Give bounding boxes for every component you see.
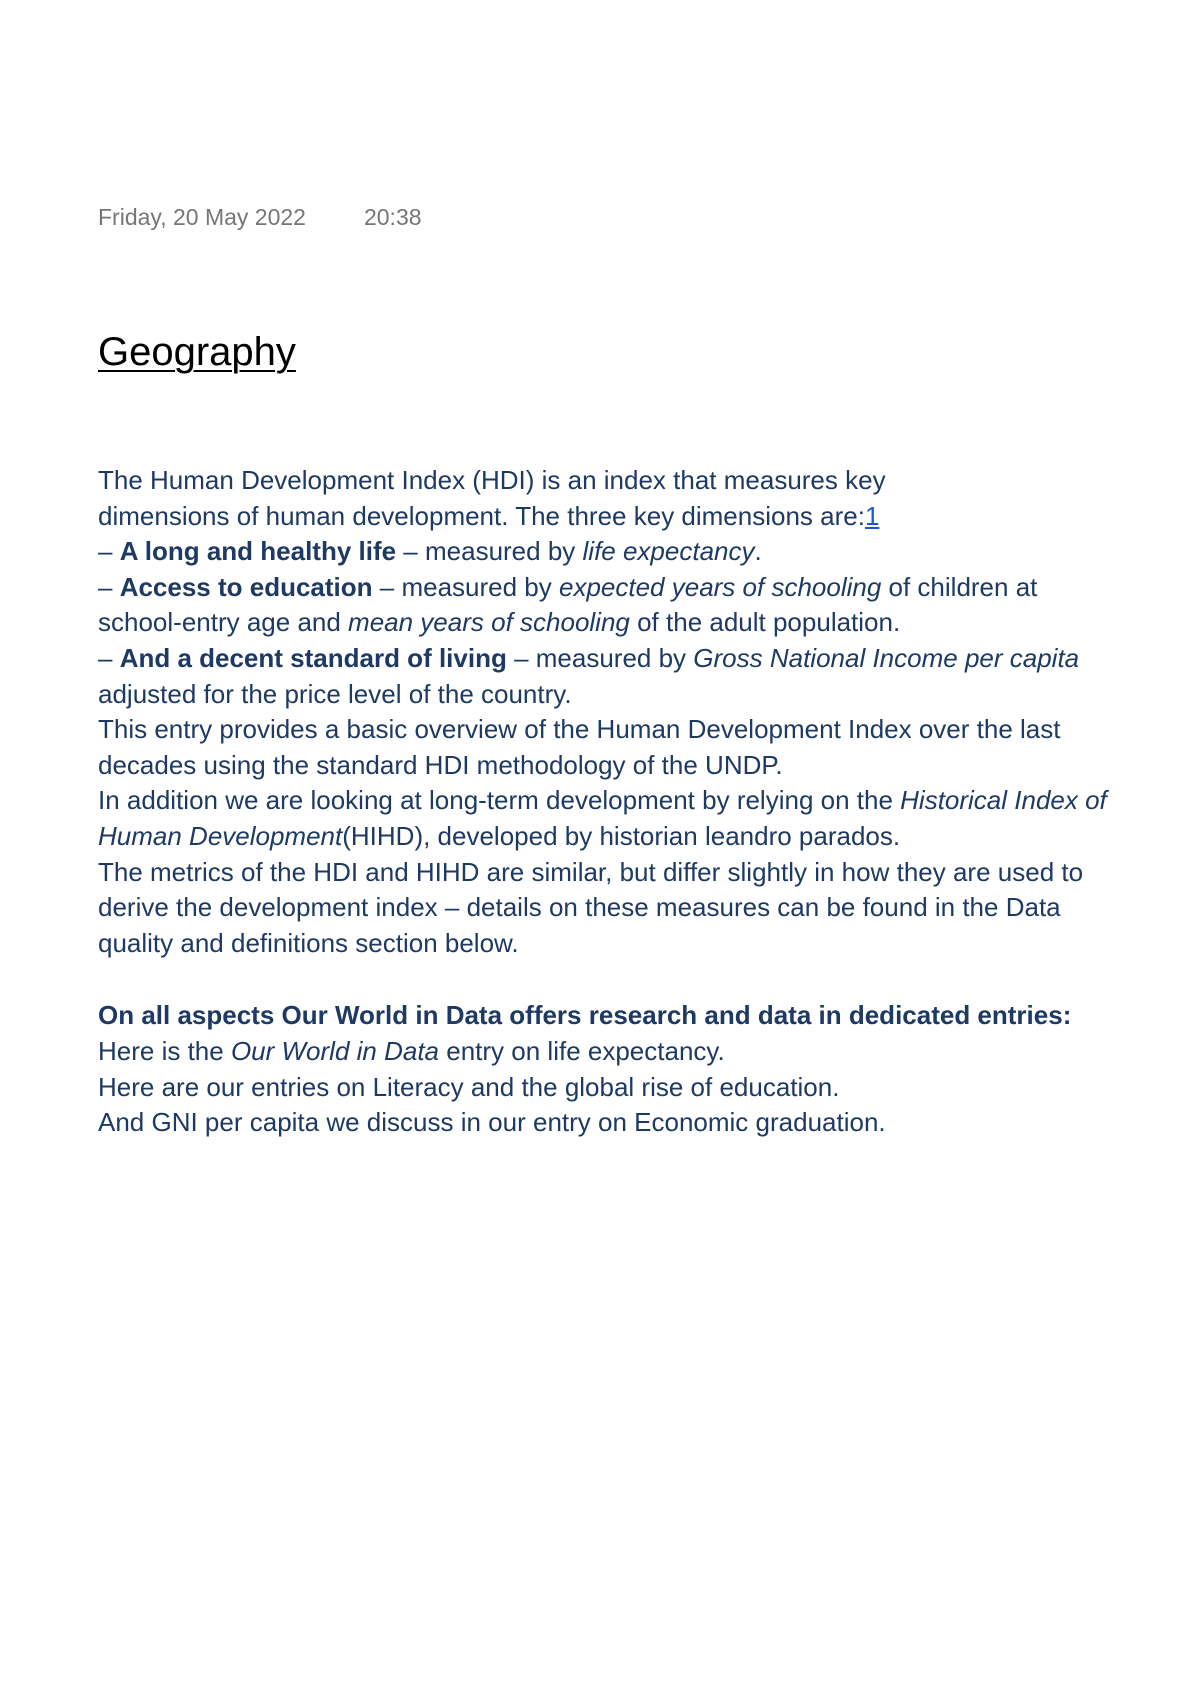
dimension-education [98,570,1118,641]
entry-gni: And GNI per capita we discuss in our entry on Economic graduation. [98,1107,886,1138]
owid-name: Our World in Data [230,1035,440,1066]
entries-heading [98,998,1118,1034]
dimension-measure: expected years of schooling [558,571,882,602]
entry-text: entry on life expectancy. [439,1035,725,1066]
note-time: 20:38 [363,204,422,230]
metrics-paragraph: The metrics of the HDI and HIHD are similar, but differ slightly in how they are used to derive the development index – details on these measures can be found in the Data quality and definitions section below. [98,856,1084,958]
dash: – [98,536,120,567]
additional-text: In addition we are looking at long-term development by relying on the [98,785,901,816]
dimension-text: – measured by [506,642,694,673]
paragraph-gap [98,961,1118,998]
hihd-name: Historical Index of Human Development [98,785,1107,851]
entry-text: Here is the [98,1035,231,1066]
note-timestamp [98,204,422,231]
dimension-health [98,534,1118,570]
dimension-living [98,641,1118,712]
overview-paragraph: This entry provides a basic overview of the Human Development Index over the last decades using the standard HDI methodology of the UNDP. [98,714,1061,780]
additional-text: (HIHD), developed by historian leandro parados. [342,820,901,851]
dimension-text: . [754,536,762,567]
dimension-label: Access to education [119,571,373,602]
note-body[interactable] [98,463,1118,1141]
intro-line-1: The Human Development Index (HDI) is an index that measures key [98,465,886,495]
dimension-text: of children at school-entry age and [98,571,1038,638]
entry-life-expectancy [98,1034,1118,1070]
footnote-link[interactable]: 1 [864,500,880,531]
dimension-measure: Gross National Income per capita [693,642,1080,673]
dimension-measure: life expectancy [582,536,755,567]
dimension-text: adjusted for the price level of the country. [98,678,572,709]
entry-literacy: Here are our entries on Literacy and the global rise of education. [98,1071,840,1102]
note-date: Friday, 20 May 2022 [98,204,306,230]
entries-heading-text: On all aspects Our World in Data offers research and data in dedicated entries: [98,1000,1072,1031]
dimension-label: And a decent standard of living [119,642,507,673]
intro-paragraph [98,463,1118,534]
dimension-text: of the adult population. [629,607,901,638]
dash: – [98,571,120,602]
additional-paragraph [98,783,1118,854]
dash: – [98,642,120,673]
dimension-text: – measured by [372,571,559,602]
intro-line-2: dimensions of human development. The three key dimensions are: [98,500,865,531]
dimension-measure: mean years of schooling [348,607,630,638]
dimension-label: A long and healthy life [119,536,397,567]
page-title[interactable]: Geography [98,330,296,374]
dimension-text: – measured by [396,536,583,567]
